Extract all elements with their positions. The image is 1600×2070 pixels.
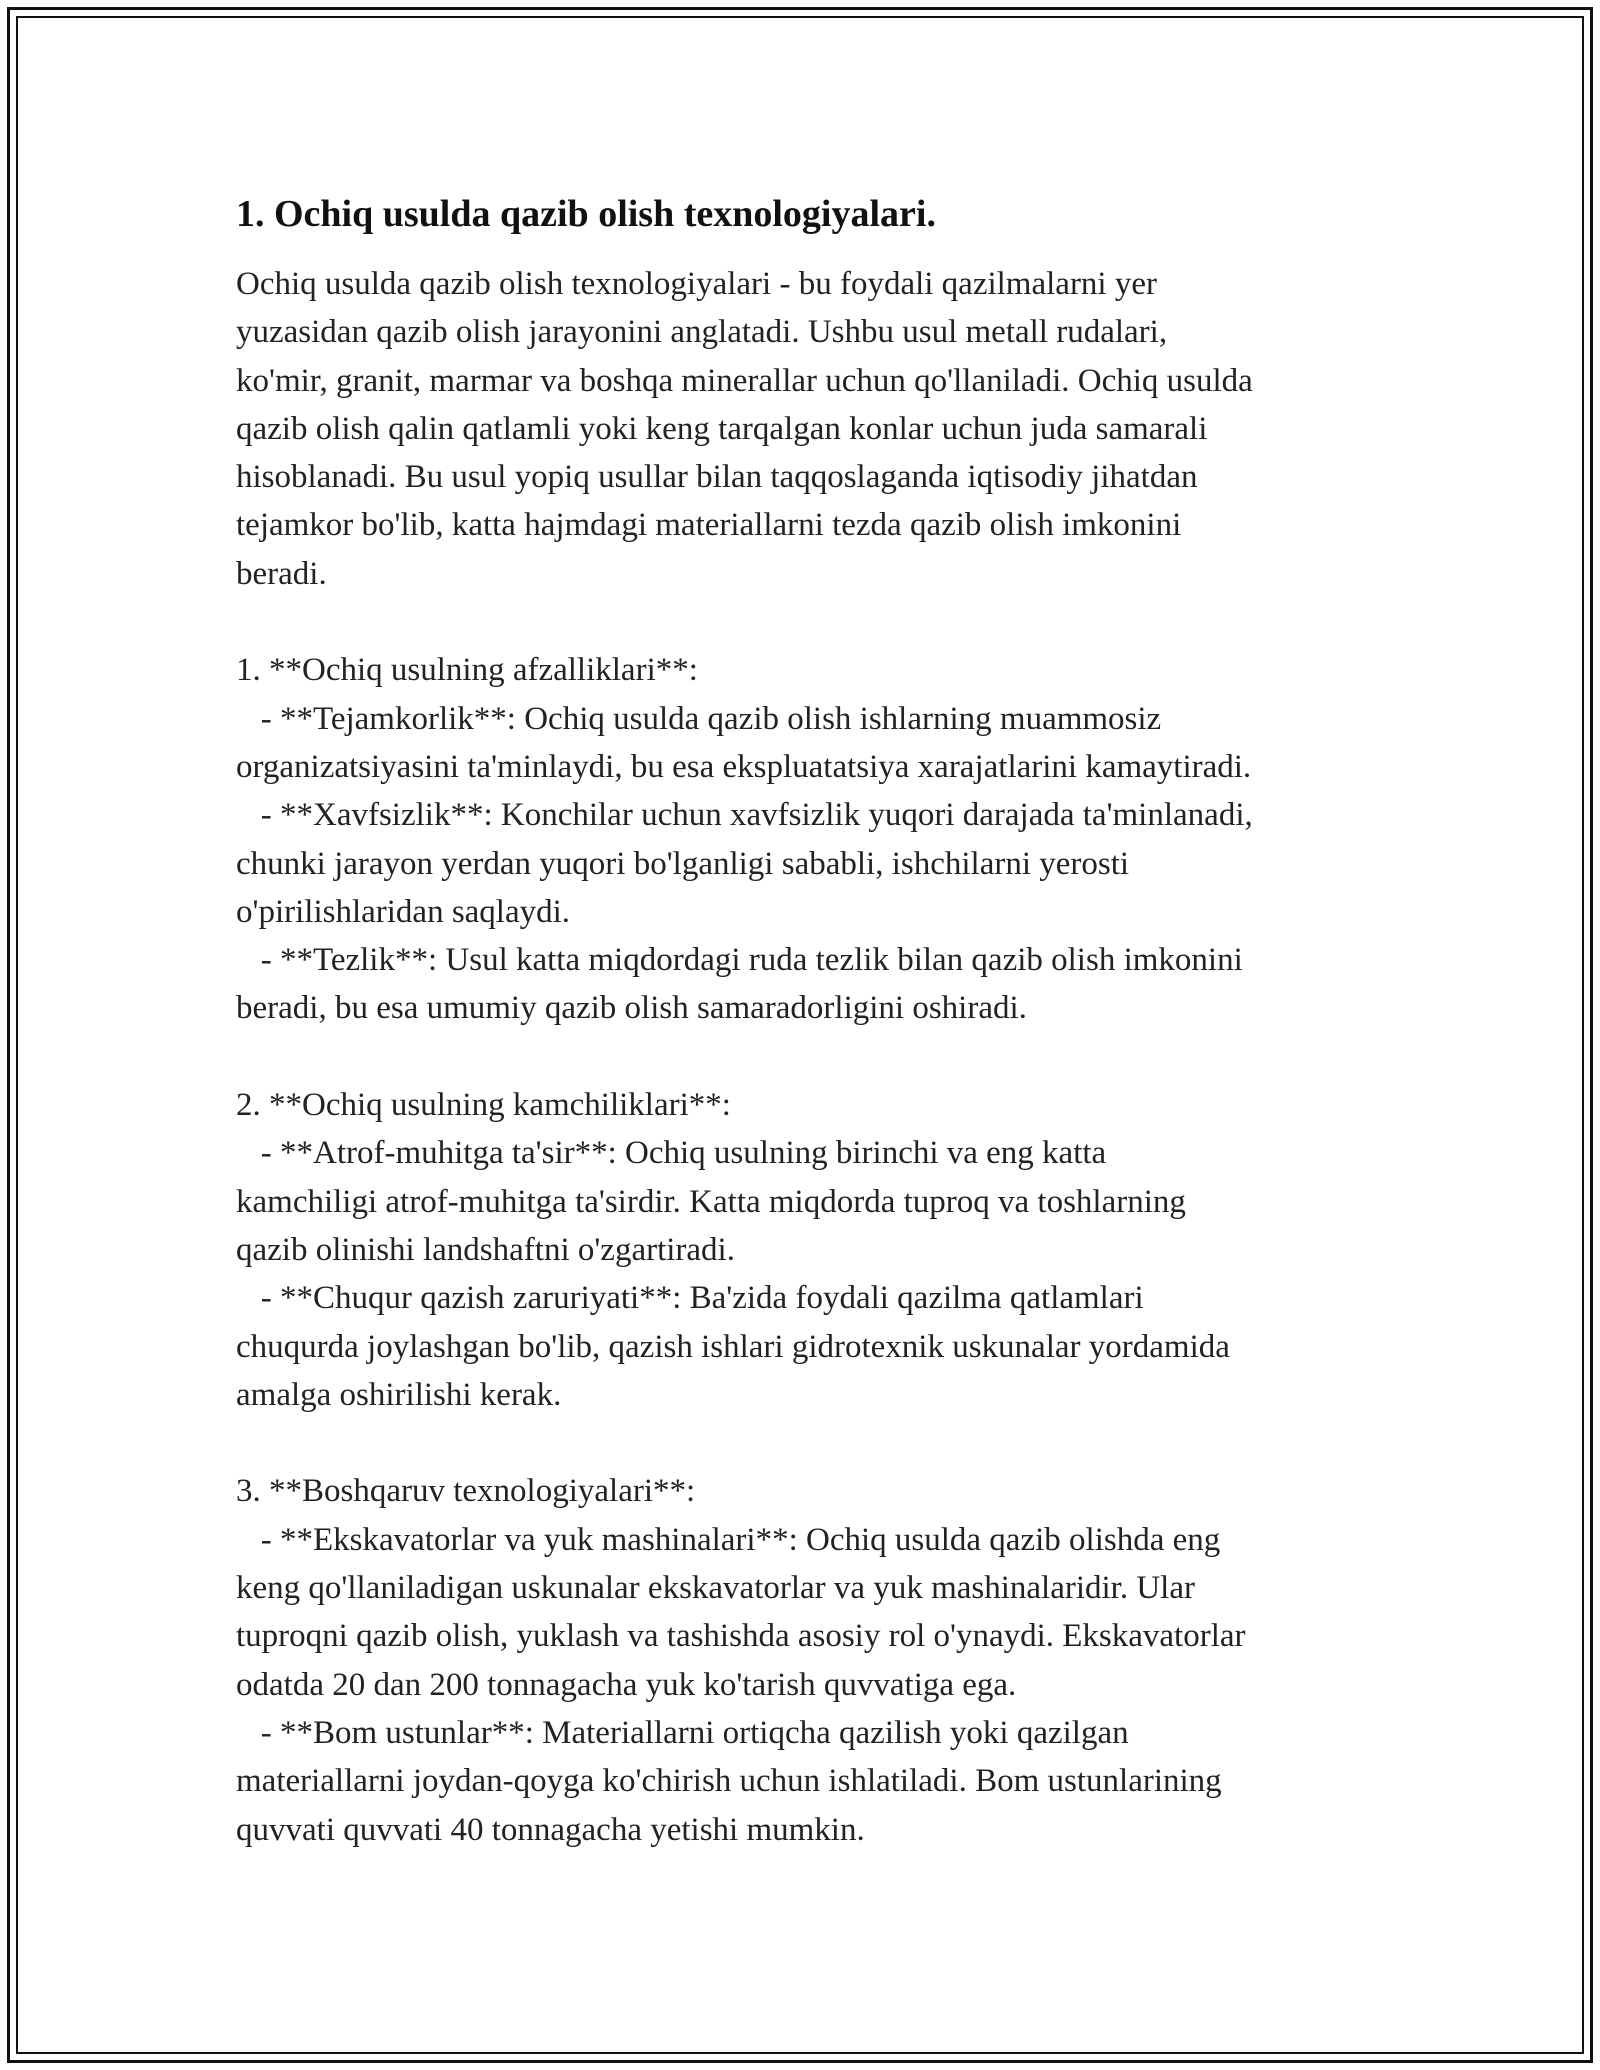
list-item: - **Ekskavatorlar va yuk mashinalari**: Ochiq usulda qazib olishda eng keng qo'llaniladigan uskunalar ekskavatorlar va yuk mashinalaridir. Ular tuproqni qazib olish, yuklash va tashishda asosiy rol o'ynaydi. Ekskavatorlar odatda 20 dan 200 tonnagacha yuk ko'tarish quvvatiga ega. — [236, 1521, 1246, 1703]
document-heading: 1. Ochiq usulda qazib olish texnologiyalari. — [236, 193, 936, 235]
list-item: - **Atrof-muhitga ta'sir**: Ochiq usulning birinchi va eng katta kamchiligi atrof-muhitga ta'sirdir. Katta miqdorda tuproq va toshlarning qazib olinishi landshaftni o'zgartiradi. — [236, 1135, 1186, 1268]
section-technologies — [236, 1467, 1386, 1853]
section-disadvantages — [236, 1081, 1386, 1419]
section-advantages — [236, 646, 1386, 1032]
list-item: - **Chuqur qazish zaruriyati**: Ba'zida foydali qazilma qatlamlari chuqurda joylashgan bo'lib, qazish ishlari gidrotexnik uskunalar yordamida amalga oshirilishi kerak. — [236, 1280, 1230, 1413]
document-body — [236, 186, 1386, 1854]
list-item: - **Tejamkorlik**: Ochiq usulda qazib olish ishlarning muammosiz organizatsiyasini ta'minlaydi, bu esa ekspluatatsiya xarajatlarini kamaytiradi. — [236, 700, 1252, 785]
spacer — [236, 1419, 1386, 1467]
section-title: 3. **Boshqaruv texnologiyalari**: — [236, 1473, 696, 1510]
section-title: 2. **Ochiq usulning kamchiliklari**: — [236, 1087, 731, 1124]
intro-paragraph: Ochiq usulda qazib olish texnologiyalari - bu foydali qazilmalarni yer yuzasidan qazib olish jarayonini anglatadi. Ushbu usul metall rudalari, ko'mir, granit, marmar va boshqa minerallar uchun qo'llaniladi. Ochiq usulda qazib olish qalin qatlamli yoki keng tarqalgan konlar uchun juda samarali hisoblanadi. Bu usul yopiq usullar bilan taqqoslaganda iqtisodiy jihatdan tejamkor bo'lib, katta hajmdagi materiallarni tezda qazib olish imkonini beradi. — [236, 266, 1253, 592]
section-title: 1. **Ochiq usulning afzalliklari**: — [236, 652, 698, 689]
list-item: - **Tezlik**: Usul katta miqdordagi ruda tezlik bilan qazib olish imkonini beradi, bu esa umumiy qazib olish samaradorligini oshiradi. — [236, 942, 1243, 1027]
list-item: - **Bom ustunlar**: Materiallarni ortiqcha qazilish yoki qazilgan materiallarni joydan-qoyga ko'chirish uchun ishlatiladi. Bom ustunlarining quvvati quvvati 40 tonnagacha yetishi mumkin. — [236, 1714, 1222, 1848]
spacer — [236, 598, 1386, 646]
spacer — [236, 1033, 1386, 1081]
list-item: - **Xavfsizlik**: Konchilar uchun xavfsizlik yuqori darajada ta'minlanadi, chunki jarayon yerdan yuqori bo'lganligi sababli, ishchilarni yerosti o'pirilishlaridan saqlaydi. — [236, 797, 1253, 930]
